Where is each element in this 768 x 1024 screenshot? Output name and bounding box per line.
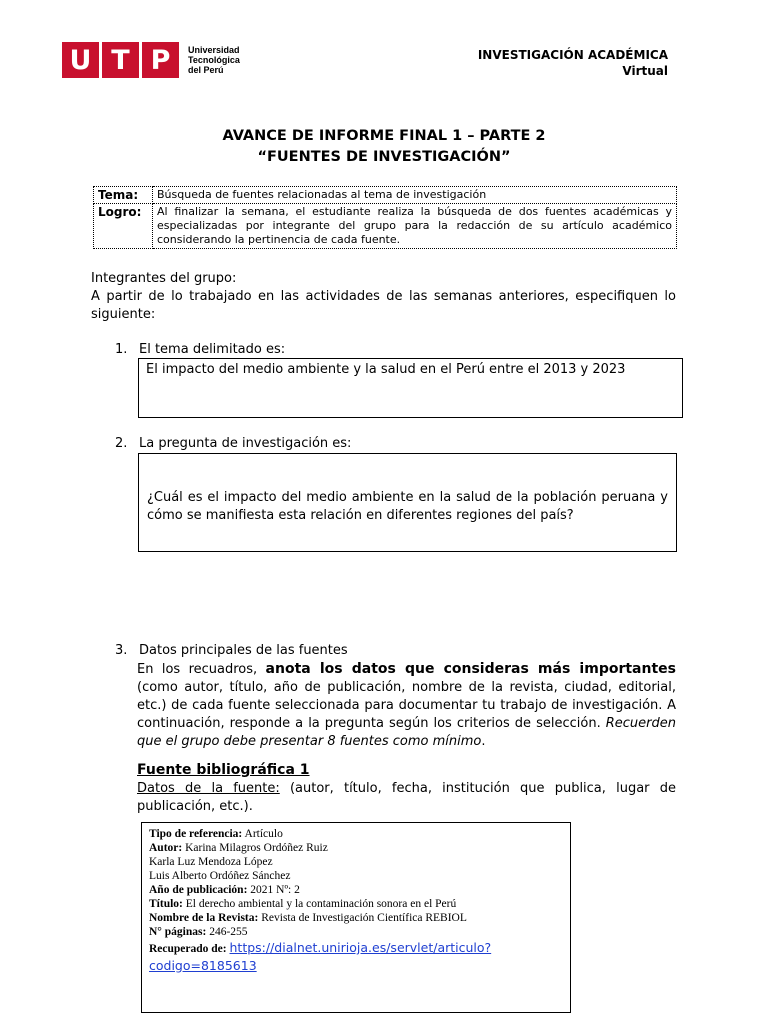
ref-tipo: Tipo de referencia: Artículo xyxy=(149,828,283,840)
logro-row xyxy=(94,204,677,249)
logo-university-name: Universidad Tecnológica del Perú xyxy=(188,45,240,75)
item-1-label: 1. El tema delimitado es: xyxy=(115,342,286,357)
logo-letter-u: U xyxy=(62,42,99,78)
item-2-label: 2. La pregunta de investigación es: xyxy=(115,436,352,451)
tema-logro-table xyxy=(93,186,677,249)
ref-url-link-continued[interactable]: codigo=8185613 xyxy=(149,958,257,973)
ref-autor: Autor: Karina Milagros Ordóñez Ruiz xyxy=(149,842,328,854)
item-3-label: 3. Datos principales de las fuentes xyxy=(115,643,348,658)
ref-titulo: Título: El derecho ambiental y la contaminación sonora en el Perú xyxy=(149,898,457,910)
logro-label: Logro: xyxy=(94,204,153,249)
tema-row xyxy=(94,187,677,204)
ref-anio: Año de publicación: 2021 Nº: 2 xyxy=(149,884,300,896)
question-answer-text: ¿Cuál es el impacto del medio ambiente en la salud de la población peruana y cómo se manifiesta esta relación en diferentes regiones del país? xyxy=(147,490,668,523)
ref-autor-3: Luis Alberto Ordóñez Sánchez xyxy=(149,870,291,882)
ref-url-link[interactable]: https://dialnet.unirioja.es/servlet/articulo? xyxy=(229,940,492,955)
ref-recuperado: Recuperado de: https://dialnet.unirioja.es/servlet/articulo? xyxy=(149,940,492,955)
tema-value: Búsqueda de fuentes relacionadas al tema de investigación xyxy=(153,187,677,204)
course-name: INVESTIGACIÓN ACADÉMICA xyxy=(477,48,668,62)
topic-answer-box[interactable] xyxy=(138,358,683,418)
source-1-data-hint: Datos de la fuente: (autor, título, fecha, institución que publica, lugar de publicación, etc.). xyxy=(137,781,676,814)
logro-value: Al finalizar la semana, el estudiante realiza la búsqueda de dos fuentes académicas y especializadas por integrante del grupo para la redacción de su artículo académico considerando la pertinencia de cada fuente. xyxy=(153,204,677,249)
course-mode: Virtual xyxy=(622,64,668,78)
item-3-instructions: En los recuadros, anota los datos que consideras más importantes (como autor, título, año de publicación, nombre de la revista, ciudad, editorial, etc.) de cada fuente seleccionada para documentar tu trabajo de investigación. A continuación, responde a la pregunta según los criterios de selección. Recuerden que el grupo debe presentar 8 fuentes como mínimo. xyxy=(137,661,676,749)
intro-section xyxy=(91,270,676,324)
header-course-info xyxy=(478,47,668,79)
question-answer-box[interactable] xyxy=(138,453,677,552)
ref-paginas: N° páginas: 246-255 xyxy=(149,926,248,938)
tema-label: Tema: xyxy=(94,187,153,204)
source-1-heading: Fuente bibliográfica 1 xyxy=(137,762,310,778)
instructions-text: A partir de lo trabajado en las actividades de las semanas anteriores, especifiquen lo siguiente: xyxy=(91,289,676,322)
topic-answer-text: El impacto del medio ambiente y la salud en el Perú entre el 2013 y 2023 xyxy=(146,362,626,377)
utp-logo xyxy=(62,42,240,78)
source-1-reference-box[interactable] xyxy=(141,822,571,1013)
ref-revista: Nombre de la Revista: Revista de Investigación Científica REBIOL xyxy=(149,912,467,924)
logo-letter-t: T xyxy=(102,42,139,78)
ref-autor-2: Karla Luz Mendoza López xyxy=(149,856,273,868)
document-title: AVANCE DE INFORME FINAL 1 – PARTE 2 “FUENTES DE INVESTIGACIÓN” xyxy=(222,128,546,165)
logo-letter-p: P xyxy=(142,42,179,78)
group-members-label: Integrantes del grupo: xyxy=(91,271,237,286)
